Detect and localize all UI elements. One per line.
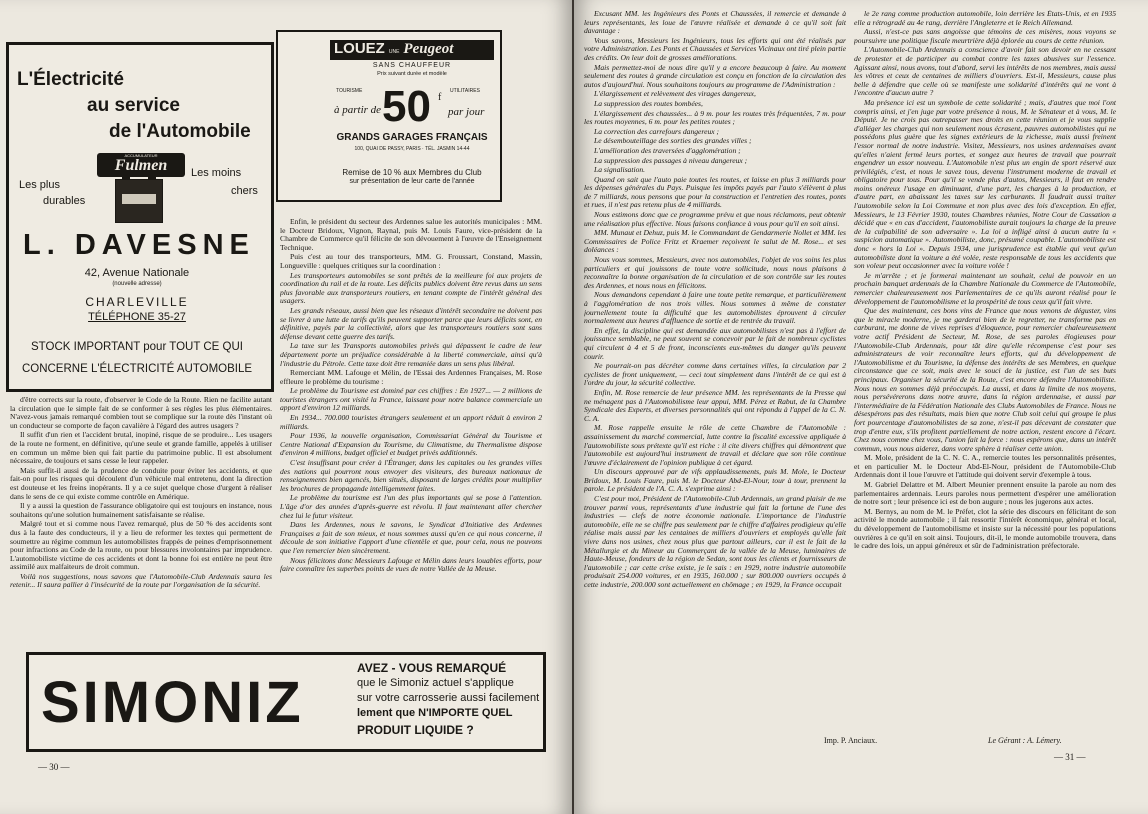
peugeot-banner: LOUEZ UNE Peugeot <box>330 40 494 60</box>
gerant: Le Gérant : A. Lémery. <box>988 736 1062 745</box>
paragraph: L'amélioration des traversées d'agglomération ; <box>594 145 741 155</box>
paragraph: Mais permettez-moi de nous dire qu'il y a encore beaucoup à faire. Au moment seulement des routes à grande circulation est conçu en fonction de la circulation des autos d'aujourd'hui. Nous souhaitons toujours au programme de l'Administration : <box>584 62 846 89</box>
left-page-column-1 <box>10 396 272 652</box>
paragraph: Ma présence ici est un symbole de cette solidarité ; mais, d'autres que moi l'ont compris ainsi, et j'en juge par votre présence à nous, M. le Sénateur et à vous, M. le Député. Je ne crois pas outrepasser mes droits en cette réunion et je vous supplie d'alléger les charges qui non seulement nous écrasent, pauvres automobilistes qui ne possédons plus guère que les signes extérieurs de la richesse, mais aussi freinent l'essor normal de notre industrie. Visitez, Messieurs, nos usines ardennaises avant qu'elles n'aient fermé leurs portes, et songez aux heures de travail que pourrait engendrer un essor nouveau. L'Automobile n'est plus un engin de sport réservé aux privilégiés, c'est, et nous le savez tous, devenu l'instrument moderne de travail et obligatoire pour tous. Pour qu'il se vende plus d'autos, Messieurs, il faut en rendre moins onéreux l'usage en diminuant, d'une part, les charges à la production, et d'autre part, en abaissant les taxes sur les carburants. Il faudrait aussi traiter l'automobile selon la Loi Commune et non plus avec des lois d'exception. En effet, Messieurs, le 13 Février 1930, toutes Chambres réunies, Notre Cour de Cassation a décidé que « en cas d'accident, l'automobiliste aurait toujours la charge de la preuve de la culpabilité de son adversaire ». La loi a infligé ainsi à aucun autre la « suspicion automatique ». Automobiliste, donc, présumé coupable. L'automobiliste est donc « hors la Loi ». Depuis 1934, une jurisprudence est établie qui veut qu'un automobiliste dont la voiture a été volée, reste responsable de tous les accidents que son voleur peut occasionner avec la voiture volée ! <box>854 97 1116 271</box>
battery-icon <box>115 179 163 223</box>
paragraph: Dans les Ardennes, nous le savons, le Syndicat d'Initiative des Ardennes Françaises a fait de son mieux, et nous sommes aussi qu'en ce qui nous concerne, il découle de son initiative l'apport d'une clientèle et que, pour cela, nous ne pouvons que l'en remercier bien sincèrement. <box>280 520 542 555</box>
paragraph: Mais suffit-il aussi de la prudence de conduite pour éviter les accidents, et que fait-on pour les risques qui découlent d'un véhicule mal entretenu, dont la direction est douteuse et les freins inopérants. Il y a ce sujet quelque chose d'urgent à réaliser dans le sens de ce qui existe comme contrôle en Amérique. <box>10 465 272 501</box>
paragraph: L'élargissement et relèvement des virages dangereux, <box>594 89 756 99</box>
left-page-column-2 <box>280 218 542 652</box>
ad-title-line1: L'Électricité <box>17 69 124 90</box>
paragraph: L'élargissement des chaussées... à 9 m. pour les routes très fréquentées, 7 m. pour les routes moyennes, 6 m. pour les petites routes ; <box>584 108 846 127</box>
right-page-column-1 <box>584 10 846 748</box>
paragraph: Il y a aussi la question de l'assurance obligatoire qui est toujours en instance, nous souhaitons qu'une solution humainement satisfaisante se réalise. <box>10 501 272 519</box>
price-50: 50 <box>382 82 431 131</box>
imprint: Imp. P. Anciaux. <box>824 736 878 745</box>
paragraph: Excusant MM. les Ingénieurs des Ponts et Chaussées, il remercie et demande à leurs représentants, les loue de l'œuvre réalisée et demande à ce qu'il soit fait davantage : <box>584 10 846 36</box>
paragraph: Puis c'est au tour des transporteurs, MM. G. Froussart, Constand, Massin, Longueville : quelques critiques sur la coordination : <box>280 252 542 270</box>
paragraph: La correction des carrefours dangereux ; <box>594 126 720 136</box>
ad-peugeot: LOUEZ UNE Peugeot SANS CHAUFFEUR Prix suivant durée et modèle TOURISME UTILITAIRES à partir de 50 f par jour GRANDS GARAGES FRANÇAIS 100, QUAI DE PASSY, PARIS · TÉL. JASMIN 14-44 Remise de 10 % aux Membres du Club sur présentation de leur carte de l'année <box>276 30 502 202</box>
paragraph: La taxe sur les Transports automobiles privés qui dépassent le cadre de leur département porte un préjudice considérable à la liberté commerciale, ainsi qu'à l'industrie du Pétrole. Cette taxe doit être remaniée dans un sens plus libéral. <box>280 341 542 368</box>
paragraph: M. Rose rappelle ensuite le rôle de cette Chambre de l'Automobile : assainissement du marché commercial, lutte contre la fiscalité excessive appliquée à l'automobiliste sous prétexte qu'il est riche : il cite divers chiffres qui démontrent que l'automobile est aujourd'hui instrument de travail et déclare que son rôle continue l'œuvre d'éclairement de l'opinion publique à cet égard. <box>584 423 846 467</box>
paragraph: Les transporteurs automobiles se sont prêtés de la meilleure foi aux projets de coordination du rail et de la route. Les déficits publics doivent être revus dans un sens plus favorable aux transporteurs routiers, en tenant compte de l'intérêt général des usagers. <box>280 270 542 306</box>
paragraph: Que des maintenant, ces bons vins de France que nous venons de déguster, vins que le miracle moderne, je me garderai bien de le regretter, ne transforme pas en carburant, me donne de vives reprises d'éloquence, pour remercier chaleureusement votre actif Président de Secteur, M. Rose, de ses paroles élogieuses pour l'Automobile-Club Ardennais, pour tât dire qu'elle récompense c'est pour ses administrateurs de voir reconnaître leurs efforts, qui du développement de l'Automobilisme et du Tourisme, la défense des intérêts de ses Membres, en quelque circonstance que ce soit, mais avec le souci de la justice, est l'un de ses buts principaux. Organiser la sécurité de la Route, c'est encore défendre l'Automobiliste. Nous nous en sommes déjà préoccupés. La aussi, et dans la limite de nos moyens, nous persévérerons dans notre œuvre, dans la région ardennaise, et aussi par l'intermédiaire de la Fédération Nationale des Clubs Automobiles de France. Nous ne désespérons pas des résultats, mais bien que notre Club soit celui qui groupe le plus fort pourcentage d'automobilistes de sa zone, n'est-il pas décevant de constater que trop d'entre eux, s'ils profitent partiellement de notre action, restent encore à l'écart. Chez nous comme chez vous, l'union fait la force : nous espérons que, dans un intérêt commun, vous nous aiderez, dans votre sphère à réaliser cette union. <box>854 306 1116 453</box>
paragraph: Enfin, M. Rose remercie de leur présence MM. les représentants de la Presse qui ne ménagent pas à l'Automobilisme leur appui, MM. Pérez et Rabut, de la Chambre Syndicale des Experts, et diverses personnalités qui ont répondu à l'appel de la C. N. C. A. <box>584 387 846 423</box>
ad-title-line2: au service <box>87 95 180 116</box>
paragraph: C'est insuffisant pour créer à l'Étranger, dans les capitales ou les grandes villes des nations qui pourront nous envoyer des visiteurs, des bureaux nationaux de renseignements bien agencés, bien situés, disposant de larges crédits pour multiplier les brochures de propagande intelligemment faites. <box>280 458 542 493</box>
paragraph: MM. Munaut et Dehuz, puis M. le Commandant de Gendarmerie Nollet et MM. les Commissaires de Police Fritz et Kraemer reçoivent le salut de M. Rose... et ses doléances : <box>584 228 846 255</box>
ad-simoniz: SIMONIZ AVEZ - VOUS REMARQUÉ que le Simoniz actuel s'applique sur votre carrosserie aussi facilement lement que N'IMPORTE QUEL PRODUIT LIQUIDE ? <box>26 652 546 752</box>
battery-logo: ACCUMULATEUR Fulmen <box>97 153 185 177</box>
paragraph: C'est pour moi, Président de l'Automobile-Club Ardennais, un grand plaisir de me trouver parmi vous, représentants d'une industrie qui fait la fortune de l'une des industries — clefs de notre économie nationale. L'importance de l'industrie automobile, elle ne se chiffre pas seulement par le chiffre d'affaires prodigieux qu'elle réalise mais aussi par les centaines de milliers d'ouvriers et employés qu'elle fait vivre dans nos usines, chez nous plus que partout ailleurs, car il est le fait de la Métallurgie et du Mineur au Commerçant de la vallée de la Meuse, luminaires de Haute-Meuse, fondeurs de la région de Sedan, sont tous les clients et fournisseurs de l'automobile ; car cette crise existe, je le sais : en 1929, notre industrie automobile produisait 254.000 voitures, et en 1935, 160.000 ; sur 800.000 ouvriers occupés à cette industrie, 200.000 sont actuellement en chômage ; en 1929, la France occupait <box>584 494 846 589</box>
paragraph: M. Bernys, au nom de M. le Préfet, clot la série des discours en félicitant de son activité le monde automobile ; il fait ressortir l'intérêt économique, général et local, du développement de l'automobilisme et insiste sur la nécessité pour les populations ouvrières à ce qu'il en soit ainsi. Toujours, dit-il, le monde automobile trouvera, dans le cadre des lois, un appui généreux et sûr de l'administration préfectorale. <box>854 506 1116 551</box>
paragraph: Le problème du Tourisme est dominé par ces chiffres : En 1927... — 2 millions de touristes étrangers ont visité la France, laissant pour notre balance commerciale un apport d'environ 12 milliards. <box>280 386 542 413</box>
paragraph: Ne pourrait-on pas décréter comme dans certaines villes, la circulation par 2 cyclistes de front uniquement, — ceci tout simplement dans l'intérêt de ce qui est à l'ordre du jour, la sécurité collective. <box>584 361 846 388</box>
paragraph: Un discours approuvé par de vifs applaudissements, puis M. Mole, le Docteur Bridoux, M. Louis Faure, puis M. le Docteur Abd-El-Nour, tour à tour, prennent la parole. Le président de l'A. C. A. s'exprime ainsi : <box>584 467 846 494</box>
page-number-right: — 31 — <box>1054 752 1086 762</box>
company-name: L. DAVESNE <box>23 229 255 261</box>
ad-electricite: L'Électricité au service de l'Automobile ACCUMULATEUR Fulmen Les plus durables Les moins chers L. DAVESNE 42, Avenue Nationale (nouvelle adresse) CHARLEVILLE TÉLÉPHONE 35-27 STOCK IMPORTANT pour TOUT CE QUI CONCERNE L'ÉLECTRICITÉ AUTOMOBILE <box>6 42 274 392</box>
paragraph: Pour 1936, la nouvelle organisation, Commissariat Général du Tourisme et Centre National d'Expansion du Tourisme, du Climatisme, du Thermalisme dispose d'environ 4 millions, budget officiel et budget privés additionnés. <box>280 431 542 458</box>
paragraph: Le problème du tourisme est l'un des plus importants qui se pose à l'attention. L'âge d'or des années d'après-guerre est révolu. Il faut maintenant aller chercher chez lui le futur visiteur. <box>280 493 542 520</box>
paragraph: En 1934... 700.000 touristes étrangers seulement et un apport réduit à environ 2 milliards. <box>280 413 542 431</box>
paragraph: Aussi, n'est-ce pas sans angoisse que témoins de ces misères, nous voyons se poursuivre une politique fiscale meurtrière déjà éplorée au cours de cette réunion. <box>854 27 1116 45</box>
paragraph: Quand on sait que l'auto paie toutes les routes, et laisse en plus 3 milliards pour les dépenses générales du Pays. Puisque les impôts payés par l'auto s'élèvent à plus de 7 milliards, nous pensons que pour la construction et l'entretien des routes, ponts et rues, il n'est pas retenu plus de 4 milliards. <box>584 174 846 210</box>
paragraph: Je m'arrête ; et je formerai maintenant un souhait, celui de pouvoir en un prochain banquet ardennais de la Chambre Nationale du Commerce de l'Automobile, remercier chaleureusement nos Parlementaires de ce qu'ils auront réalisé pour le développement de l'automobilisme et la prospérité de tous ceux qu'il fait vivre. <box>854 270 1116 306</box>
right-page <box>574 0 1148 814</box>
paragraph: d'être corrects sur la route, d'observer le Code de la Route. Rien ne facilite autant la circulation que le simple fait de se conformer à ses règles les plus élémentaires. N'avez-vous jamais remarqué combien tout se complique sur la route dès l'instant où un conducteur se comporte de façon cavalière à l'égard des autres usagers ? <box>10 396 272 430</box>
right-page-column-2 <box>854 10 1116 722</box>
paragraph: La signalisation. <box>594 165 646 175</box>
company-city: CHARLEVILLE <box>85 295 189 309</box>
paragraph: Malgré tout et si comme nous l'avez remarqué, plus de 50 % des accidents sont dus à la faute des conducteurs, il y a lieu de reformer les textes qui permettent de soumettre au régime commun les automobilistes frappés de peines d'emprisonnement pour infractions au Code de la route, ou pour blessures involontaires par imprudence. L'automobiliste victime de ces accidents et dont la bonne foi est entière ne peut être assimilé aux malfaiteurs de droit commun. <box>10 519 272 572</box>
paragraph: Nous demandons cependant à faire une toute petite remarque, et particulièrement à l'agglomération de nos trois villes. Nous sommes à même de constater journellement toute la difficulté que les automobilistes éprouvent à circuler normalement aux heures d'affluence de sortie et de rentrée du travail. <box>584 290 846 326</box>
paragraph: le 2e rang comme production automobile, loin derrière les États-Unis, et en 1935 elle a rétrogradé au 4e rang, derrière l'Angleterre et le Reich Allemand. <box>854 10 1116 27</box>
paragraph: Nous estimons donc que ce programme prévu et que nous réclamons, peut obtenir une réalisation plus effective. Nous faisons confiance à vous pour qu'il en soit ainsi. <box>584 210 846 228</box>
paragraph: Vous savons, Messieurs les Ingénieurs, tous les efforts qui ont été réalisés par votre Administration. Les Ponts et Chaussées et Services Vicinaux ont tiré plein partie des crédits. On leur doit de grosses améliorations. <box>584 35 846 62</box>
brand-peugeot: Peugeot <box>403 41 454 57</box>
brand-simoniz: SIMONIZ <box>41 670 304 735</box>
paragraph: Nous félicitons donc Messieurs Lafouge et Mélin dans leurs louables efforts, pour faire connaître les superbes points de vues de notre Vallée de la Meuse. <box>280 555 542 574</box>
paragraph: En effet, la discipline qui est demandée aux automobilistes n'est pas à l'effort de jouissance semblable, ne peut souvent se concevoir par le fait de nombreux cyclistes qui circulent à 4 et 5 de front, inconscients eux-mêmes du danger qu'ils peuvent courir. <box>584 325 846 361</box>
brand-fulmen: Fulmen <box>114 157 168 174</box>
paragraph: Enfin, le président du secteur des Ardennes salue les autorités municipales : MM. le Docteur Bridoux, Vignon, Raynal, puis M. Louis Faure, vice-président de la Chambre de Commerce qu'il félicite de son dévouement à l'œuvre de l'Enseignement Technique. <box>280 218 542 252</box>
paragraph: Nous vous sommes, Messieurs, avec nos automobiles, l'objet de vos soins les plus particuliers et qui jouissons de toute votre sollicitude, nous nous plaisons à reconnaître la bonne organisation de la circulation et de son contrôle sur les routes des Ardennes, et nous nous en félicitons. <box>584 255 846 290</box>
company-address: 42, Avenue Nationale <box>84 267 190 279</box>
paragraph: L'Automobile-Club Ardennais a conscience d'avoir fait son devoir en ne cessant de protester et de participer au combat contre les taxes abusives sur l'essence. Agissant ainsi, nous avons, tout d'abord, servi les intérêts de nos membres, mais aussi les vôtres et ceux de centaines de milliers d'ouvriers. Est-il, Messieurs, cause plus belle à défendre que celle où se manifeste une solidarité d'intérêts qui ne vont à l'encontre d'aucun autre ? <box>854 45 1116 98</box>
left-page <box>0 0 572 814</box>
page-number-left: — 30 — <box>38 762 70 772</box>
paragraph: La suppression des routes bombées, <box>594 98 703 108</box>
paragraph: Le désembouteillage des sorties des grandes villes ; <box>594 136 752 146</box>
paragraph: M. Gabriel Delattre et M. Albert Meunier prennent ensuite la parole au nom des parlementaires ardennais. Leurs paroles nous permettent d'espérer une amélioration de notre sort ; leur présence ici est de bon augure ; nous les jugerons aux actes. <box>854 480 1116 507</box>
paragraph: Les grands réseaux, aussi bien que les réseaux d'intérêt secondaire ne doivent pas se livrer à une lutte de tarifs qu'ils peuvent supporter parce que leurs déficits sont, en définitive, payés par la collectivité, alors que les transporteurs routiers sont sans défense devant cette guerre des tarifs. <box>280 305 542 341</box>
ad-title-line3: de l'Automobile <box>109 121 251 142</box>
paragraph: M. Mole, président de la C. N. C. A., remercie toutes les personnalités présentes, et en particulier M. le Docteur Abd-El-Nour, président de l'Automobile-Club Ardennais dont il loue l'œuvre et l'attitude qui doivent servir d'exemple à tous. <box>854 453 1116 480</box>
paragraph: Voilà nos suggestions, nous savons que l'Automobile-Club Ardennais saura les retenir... Il saura pallier à l'insécurité de la route par l'organisation de la sécurité. <box>10 571 272 590</box>
paragraph: Il suffit d'un rien et l'accident brutal, inopiné, risque de se produire... Les usagers de la route ne forment, en définitive, qu'une seule et grande famille, appelés à utiliser en commun un même bien qui fait partie du patrimoine public. Il est absolument nécessaire, de toujours et sans cesse le leur rappeler. <box>10 430 272 466</box>
paragraph: La suppression des passages à niveau dangereux ; <box>594 155 748 165</box>
company-phone: TÉLÉPHONE 35-27 <box>88 311 186 323</box>
paragraph: Remerciant MM. Lafouge et Mélin, de l'Essai des Ardennes Françaises, M. Rose effleure le problème du tourisme : <box>280 368 542 386</box>
